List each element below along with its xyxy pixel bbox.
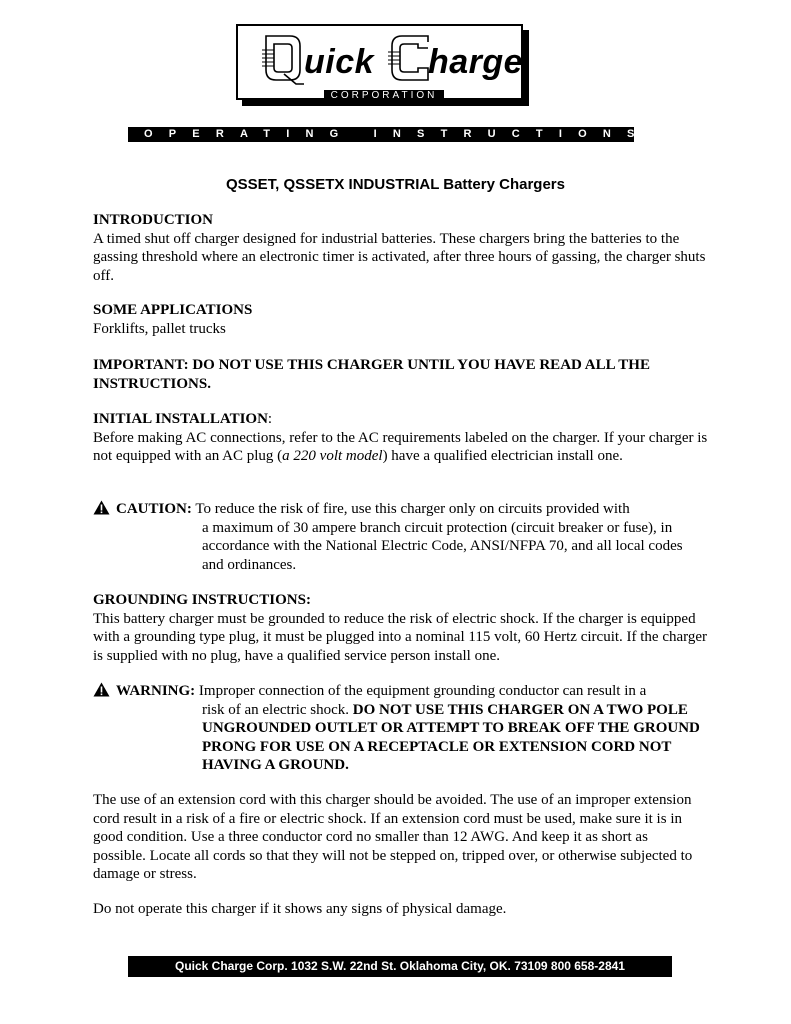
- banner-text: OPERATING INSTRUCTIONS: [144, 128, 651, 140]
- footer-contact-bar: Quick Charge Corp. 1032 S.W. 22nd St. Oklahoma City, OK. 73109 800 658-2841: [128, 956, 672, 977]
- warning-continuation-plain: risk of an electric shock.: [202, 701, 353, 718]
- installation-text-after: ) have a qualified electrician install one.: [382, 448, 623, 464]
- grounding-section: [93, 591, 713, 665]
- operating-instructions-banner: [128, 127, 651, 142]
- applications-body: Forklifts, pallet trucks: [93, 320, 226, 337]
- logo-corporation: CORPORATION: [324, 90, 444, 102]
- heading-colon: :: [267, 411, 273, 427]
- installation-text-before: Before making AC connections, refer to the AC requirements labeled on the charger. If your charger is not equipped with an AC plug (: [93, 429, 708, 464]
- applications-section: [93, 301, 713, 338]
- caution-label: CAUTION:: [116, 501, 192, 517]
- warning-continuation: [202, 701, 700, 775]
- grounding-body: This battery charger must be grounded to reduce the risk of electric shock. If the charger is equipped with a grounding type plug, it must be plugged into a nominal 115 volt, 60 Hertz circuit. If the charger is supplied with no plug, have a qualified service person install one.: [93, 610, 708, 664]
- warning-first-line: Improper connection of the equipment grounding conductor can result in a: [195, 683, 647, 699]
- logo-word-quick: uick: [304, 43, 375, 81]
- logo-q-letter: [260, 32, 306, 86]
- company-logo: [236, 24, 523, 100]
- extension-cord-paragraph: The use of an extension cord with this charger should be avoided. The use of an improper extension cord result in a risk of a fire or electric shock. If an extension cord must be used, make sure it is in good condition. Use a three conductor cord no smaller than 12 AWG. And keep it as short as possible. Locate all cords so that they will not be stepped on, tripped over, or otherwise subjected to damage or stress.: [93, 792, 693, 882]
- document-title: QSSET, QSSETX INDUSTRIAL Battery Chargers: [226, 176, 565, 193]
- introduction-heading: INTRODUCTION: [93, 212, 214, 228]
- caution-continuation: a maximum of 30 ampere branch circuit protection (circuit breaker or fuse), in accordance with the National Electric Code, ANSI/NFPA 70, and all local codes and ordinances.: [202, 519, 683, 573]
- applications-heading: SOME APPLICATIONS: [93, 302, 253, 318]
- caution-first-line: To reduce the risk of fire, use this charger only on circuits provided with: [191, 501, 630, 517]
- damage-note: Do not operate this charger if it shows any signs of physical damage.: [93, 901, 507, 917]
- installation-italic-note: a 220 volt model: [282, 448, 383, 464]
- initial-installation-section: [93, 410, 713, 466]
- caution-triangle-icon: [93, 500, 110, 515]
- caution-line: [93, 500, 630, 519]
- logo-word-charge: harge: [428, 43, 524, 81]
- introduction-section: [93, 211, 713, 285]
- warning-triangle-icon: [93, 682, 110, 697]
- introduction-body: A timed shut off charger designed for industrial batteries. These chargers bring the batteries to the gassing threshold where an electronic timer is activated, after three hours of gassing, the charger shuts off.: [93, 230, 706, 284]
- initial-installation-heading: INITIAL INSTALLATION: [93, 411, 268, 427]
- warning-label: WARNING:: [116, 683, 196, 699]
- important-notice: IMPORTANT: DO NOT USE THIS CHARGER UNTIL YOU HAVE READ ALL THE INSTRUCTIONS.: [93, 357, 650, 392]
- warning-line: [93, 682, 646, 701]
- warning-continuation-bold: DO NOT USE THIS CHARGER ON A TWO POLE UNGROUNDED OUTLET OR ATTEMPT TO BREAK OFF THE GROUND PRONG FOR USE ON A RECEPTACLE OR EXTENSION CORD NOT HAVING A GROUND.: [202, 701, 700, 773]
- initial-installation-body: [93, 429, 713, 466]
- grounding-heading: GROUNDING INSTRUCTIONS:: [93, 592, 311, 608]
